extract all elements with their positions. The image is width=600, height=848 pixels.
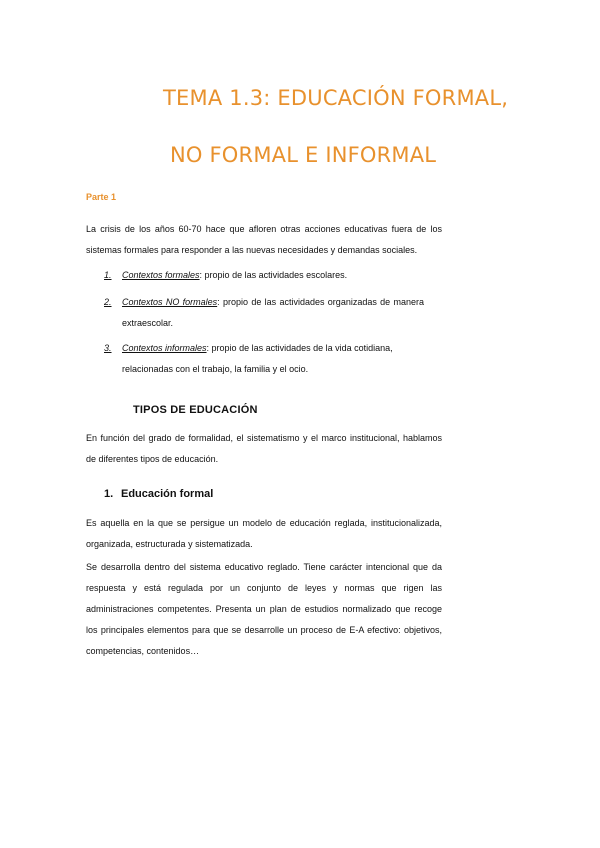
section-intro-paragraph: En función del grado de formalidad, el sistematismo y el marco institucional, hablamos de diferentes tipos de educación. [86, 433, 442, 464]
intro-paragraph: La crisis de los años 60-70 hace que afloren otras acciones educativas fuera de los sistemas formales para responder a las nuevas necesidades y demandas sociales. [86, 224, 442, 255]
formal-definition-paragraph: Es aquella en la que se persigue un modelo de educación reglada, institucionalizada, organizada, estructurada y sistematizada. [86, 518, 442, 549]
context-text: : propio de las actividades de la vida cotidiana, relacionadas con el trabajo, la familia y el ocio. [122, 343, 393, 374]
context-number: 3. [104, 343, 112, 353]
context-text: : propio de las actividades escolares. [199, 270, 348, 280]
context-list-item-1 [104, 265, 424, 286]
document-title-line-2: NO FORMAL E INFORMAL [170, 143, 437, 167]
formal-description-paragraph: Se desarrolla dentro del sistema educativo reglado. Tiene carácter intencional que da respuesta y está regulada por un conjunto de leyes y normas que rigen las administraciones competentes. Presenta un plan de estudios normalizado que recoge los principales elementos para que se desarrolle un proceso de E-A efectivo: objetivos, competencias, contenidos… [86, 562, 442, 656]
subsection-heading [104, 488, 213, 500]
context-number: 2. [104, 297, 112, 307]
context-term: Contextos NO formales [122, 297, 218, 307]
context-list-item-2 [104, 292, 424, 334]
context-term: Contextos informales [122, 343, 207, 353]
part-label: Parte 1 [86, 192, 117, 202]
context-number: 1. [104, 270, 112, 280]
subsection-number: 1. [104, 488, 114, 500]
subsection-title: Educación formal [121, 488, 214, 500]
context-text: : propio de las actividades organizadas de manera extraescolar. [122, 297, 424, 328]
section-heading: TIPOS DE EDUCACIÓN [133, 404, 258, 416]
context-list-item-3 [104, 338, 424, 380]
context-term: Contextos formales [122, 270, 200, 280]
document-title-line-1: TEMA 1.3: EDUCACIÓN FORMAL, [163, 86, 509, 110]
